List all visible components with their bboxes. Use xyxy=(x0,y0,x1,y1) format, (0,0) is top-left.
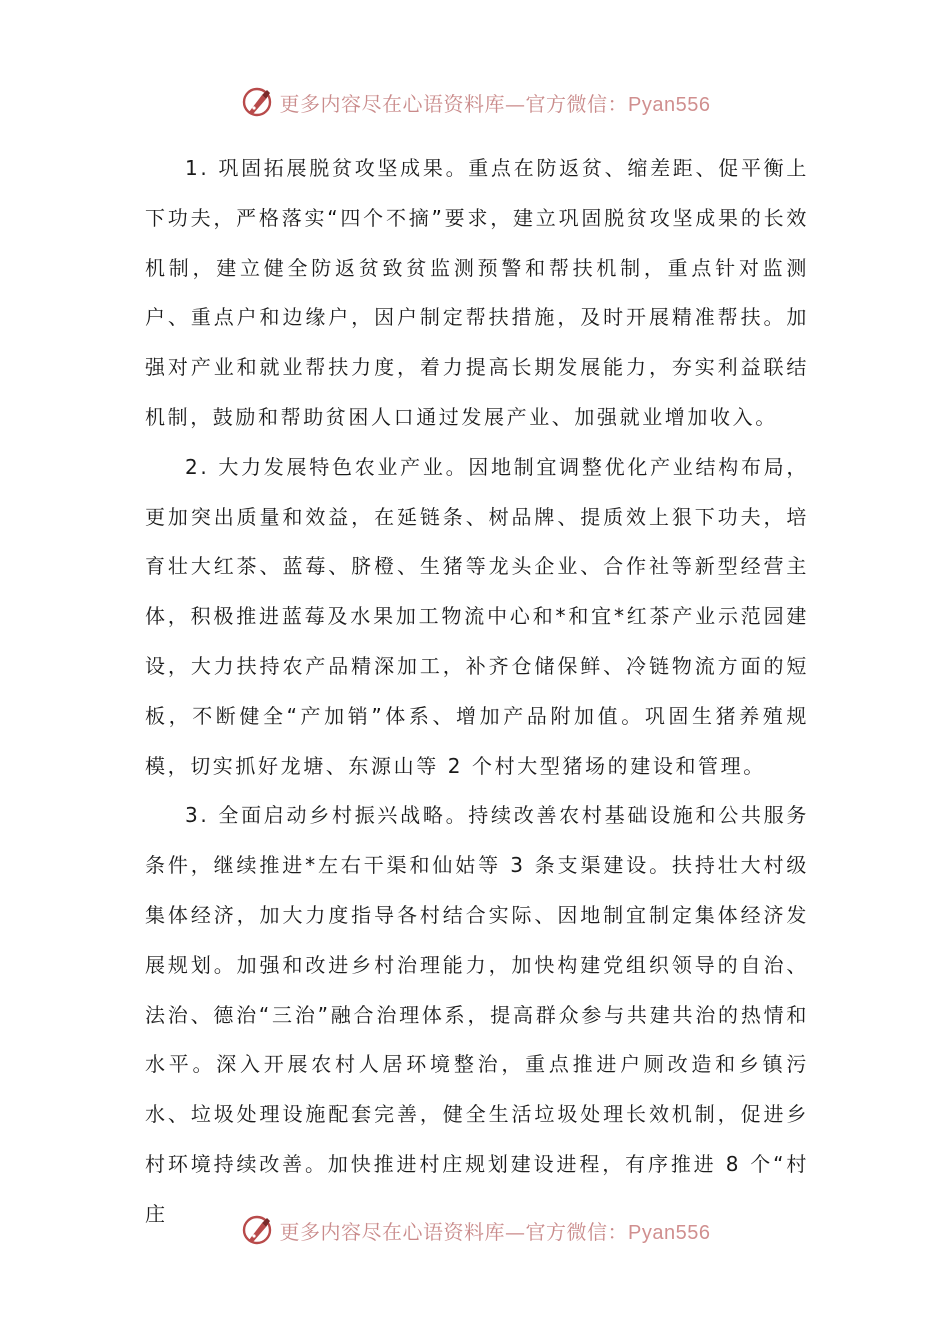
watermark-wechat-id: Pyan556 xyxy=(628,1221,711,1244)
document-body xyxy=(145,144,809,1240)
paragraph-2: 2. 大力发展特色农业产业。因地制宜调整优化产业结构布局，更加突出质量和效益，在延链条、树品牌、提质效上狠下功夫，培育壮大红茶、蓝莓、脐橙、生猪等龙头企业、合作社等新型经营主体，积极推进蓝莓及水果加工物流中心和*和宜*红茶产业示范园建设，大力扶持农产品精深加工，补齐仓储保鲜、冷链物流方面的短板，不断健全“产加销”体系、增加产品附加值。巩固生猪养殖规模，切实抓好龙塘、东源山等 2 个村大型猪场的建设和管理。 xyxy=(145,454,809,778)
pen-nib-logo-icon xyxy=(240,1213,274,1247)
watermark-text: 更多内容尽在心语资料库—官方微信：Pyan556 xyxy=(279,91,711,116)
footer-watermark xyxy=(0,1210,950,1250)
paragraph-3: 3. 全面启动乡村振兴战略。持续改善农村基础设施和公共服务条件，继续推进*左右干渠和仙姑等 3 条支渠建设。扶持壮大村级集体经济，加大力度指导各村结合实际、因地制宜制定集体经济发展规划。加强和改进乡村治理能力，加快构建党组织领导的自治、法治、德治“三治”融合治理体系，提高群众参与共建共治的热情和水平。深入开展农村人居环境整治，重点推进户厕改造和乡镇污水、垃圾处理设施配套完善，健全生活垃圾处理长效机制，促进乡村环境持续改善。加快推进村庄规划建设进程，有序推进 8 个“村庄 xyxy=(145,803,809,1226)
pen-nib-logo-icon xyxy=(240,85,274,119)
watermark-text: 更多内容尽在心语资料库—官方微信：Pyan556 xyxy=(279,1219,711,1244)
watermark-wechat-id: Pyan556 xyxy=(628,93,711,116)
header-watermark xyxy=(0,82,950,122)
paragraph-1: 1. 巩固拓展脱贫攻坚成果。重点在防返贫、缩差距、促平衡上下功夫，严格落实“四个不摘”要求，建立巩固脱贫攻坚成果的长效机制，建立健全防返贫致贫监测预警和帮扶机制，重点针对监测户、重点户和边缘户，因户制定帮扶措施，及时开展精准帮扶。加强对产业和就业帮扶力度，着力提高长期发展能力，夯实利益联结机制，鼓励和帮助贫困人口通过发展产业、加强就业增加收入。 xyxy=(145,156,809,429)
